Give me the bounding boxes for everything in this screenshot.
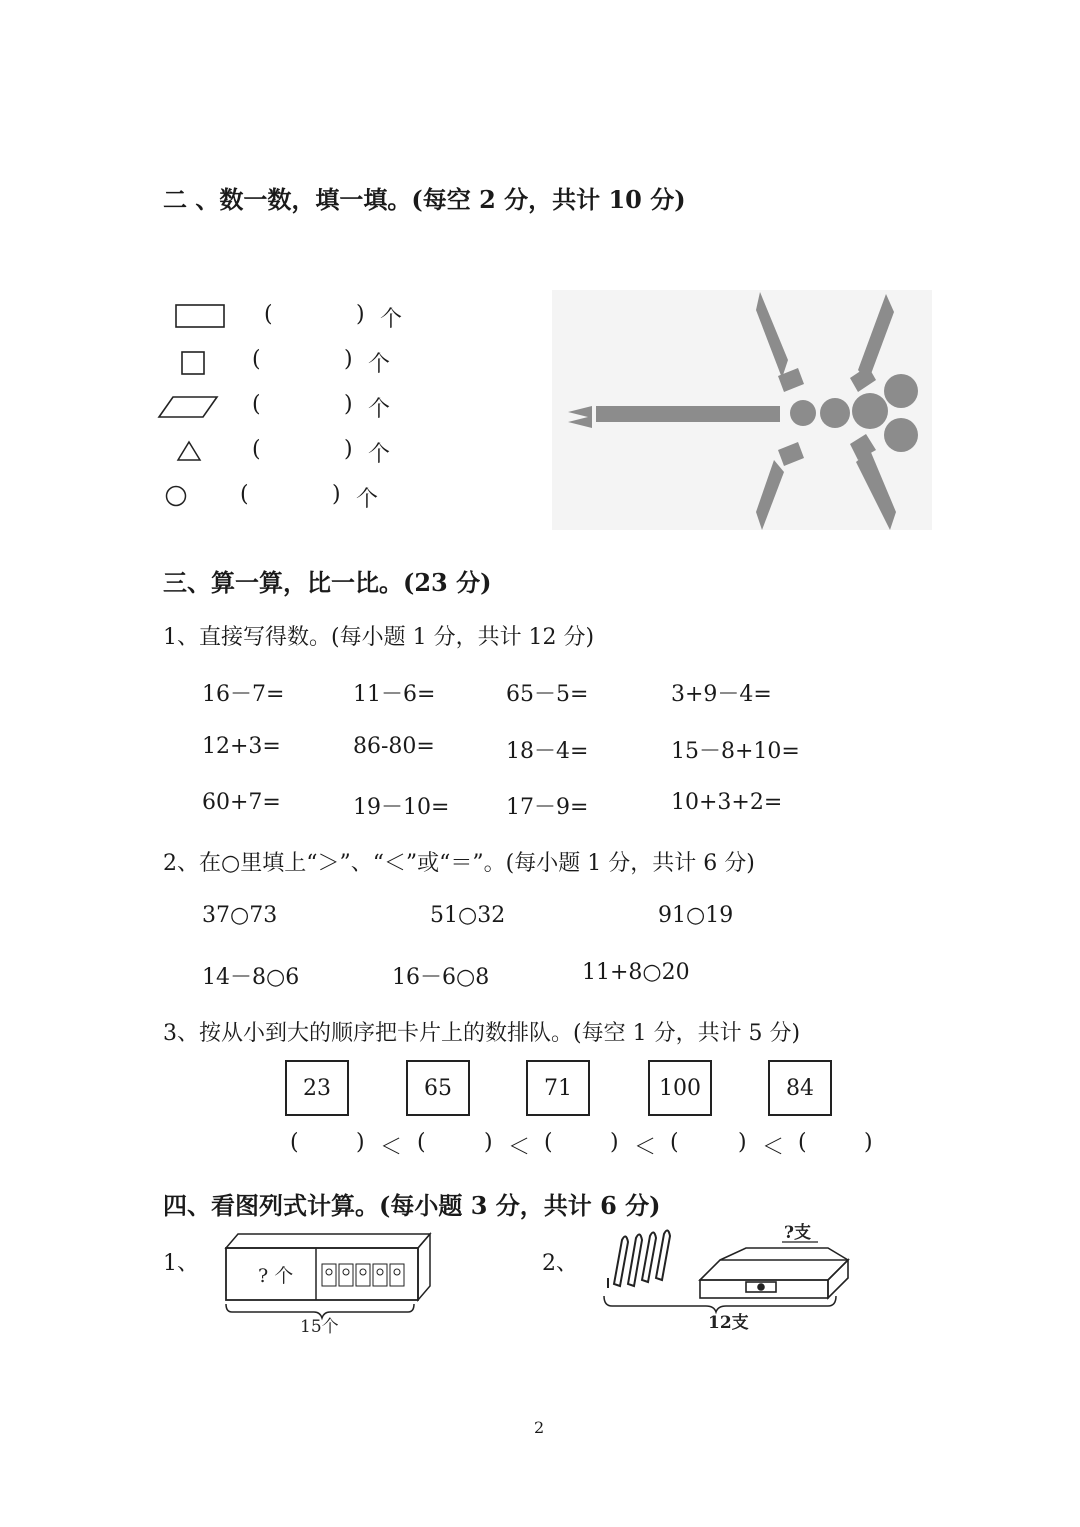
- less-than-sign: ＜: [380, 1135, 403, 1160]
- box-question-label: ? 个: [258, 1265, 294, 1287]
- paren-open: (: [670, 1130, 679, 1155]
- paren-open: (: [544, 1130, 553, 1155]
- less-than-sign: ＜: [762, 1135, 785, 1160]
- circle-icon: [164, 484, 188, 508]
- arithmetic-item: 3+9－4=: [671, 682, 772, 707]
- compare-item: 11+8○20: [582, 960, 690, 985]
- section3-heading: 三、算一算，比一比。(23 分): [163, 568, 492, 597]
- question-label: ?支: [784, 1223, 811, 1243]
- unit-label: 个: [368, 442, 391, 467]
- total-label: 15个: [300, 1317, 339, 1337]
- number-card: 71: [526, 1060, 590, 1116]
- paren-open: (: [252, 392, 261, 417]
- unit-label: 个: [368, 397, 391, 422]
- compare-item: 51○32: [430, 903, 506, 928]
- problem2-pencil-case-figure: [596, 1218, 858, 1334]
- paren-close: ): [344, 437, 353, 462]
- number-card: 84: [768, 1060, 832, 1116]
- paren-close: ): [356, 302, 365, 327]
- arithmetic-item: 86-80=: [353, 734, 435, 759]
- arithmetic-item: 19－10=: [353, 795, 450, 820]
- section4-heading: 四、看图列式计算。(每小题 3 分，共计 6 分): [163, 1191, 661, 1220]
- less-than-sign: ＜: [634, 1135, 657, 1160]
- triangle-icon: [176, 440, 202, 462]
- paren-open: (: [240, 482, 249, 507]
- square-icon: [180, 350, 206, 376]
- total-label: 12支: [708, 1313, 749, 1333]
- paren-open: (: [290, 1130, 299, 1155]
- number-card: 65: [406, 1060, 470, 1116]
- paren-close: ): [738, 1130, 747, 1155]
- paren-open: (: [798, 1130, 807, 1155]
- body-circle: [820, 398, 850, 428]
- body-circle: [790, 400, 816, 426]
- arithmetic-item: 10+3+2=: [671, 790, 783, 815]
- eye-circle: [884, 418, 918, 452]
- unit-label: 个: [356, 487, 379, 512]
- pencils-icon: [608, 1230, 670, 1288]
- compare-item: 16－6○8: [392, 965, 490, 990]
- arithmetic-item: 12+3=: [202, 734, 281, 759]
- problem1-number: 1、: [163, 1251, 199, 1276]
- arithmetic-item: 17－9=: [506, 795, 589, 820]
- paren-open: (: [252, 347, 261, 372]
- compare-item: 37○73: [202, 903, 278, 928]
- paren-open: (: [417, 1130, 426, 1155]
- compare-item: 91○19: [658, 903, 734, 928]
- arithmetic-item: 18－4=: [506, 739, 589, 764]
- arithmetic-item: 15－8+10=: [671, 739, 800, 764]
- unit-label: 个: [368, 352, 391, 377]
- problem2-number: 2、: [542, 1251, 578, 1276]
- q3-title: 3、按从小到大的顺序把卡片上的数排队。(每空 1 分，共计 5 分): [163, 1021, 801, 1046]
- paren-close: ): [344, 347, 353, 372]
- section2-heading: 二 、数一数，填一填。(每空 2 分，共计 10 分): [163, 185, 686, 214]
- number-card: 100: [648, 1060, 712, 1116]
- compare-item: 14－8○6: [202, 965, 300, 990]
- paren-close: ): [332, 482, 341, 507]
- q1-title: 1、直接写得数。(每小题 1 分，共计 12 分): [163, 625, 595, 650]
- less-than-sign: ＜: [508, 1135, 531, 1160]
- parallelogram-icon: [157, 395, 219, 419]
- body-rectangle: [596, 406, 780, 422]
- dragonfly-shape-figure: [552, 290, 932, 530]
- arithmetic-item: 65－5=: [506, 682, 589, 707]
- paren-close: ): [356, 1130, 365, 1155]
- paren-open: (: [252, 437, 261, 462]
- arithmetic-item: 16－7=: [202, 682, 285, 707]
- number-card: 23: [285, 1060, 349, 1116]
- pencil-case-icon: [700, 1248, 848, 1298]
- unit-label: 个: [380, 307, 403, 332]
- body-circle: [852, 393, 888, 429]
- items-icon: [322, 1264, 404, 1286]
- q2-title: 2、在○里填上“＞”、“＜”或“＝”。(每小题 1 分，共计 6 分): [163, 851, 755, 876]
- arithmetic-item: 60+7=: [202, 790, 281, 815]
- paren-close: ): [344, 392, 353, 417]
- problem1-box-figure: [218, 1228, 438, 1338]
- rectangle-icon: [174, 303, 226, 329]
- paren-open: (: [264, 302, 273, 327]
- paren-close: ): [864, 1130, 873, 1155]
- paren-close: ): [484, 1130, 493, 1155]
- eye-circle: [884, 374, 918, 408]
- paren-close: ): [610, 1130, 619, 1155]
- page-number: 2: [534, 1418, 545, 1437]
- total-brace: [226, 1304, 414, 1318]
- arithmetic-item: 11－6=: [353, 682, 436, 707]
